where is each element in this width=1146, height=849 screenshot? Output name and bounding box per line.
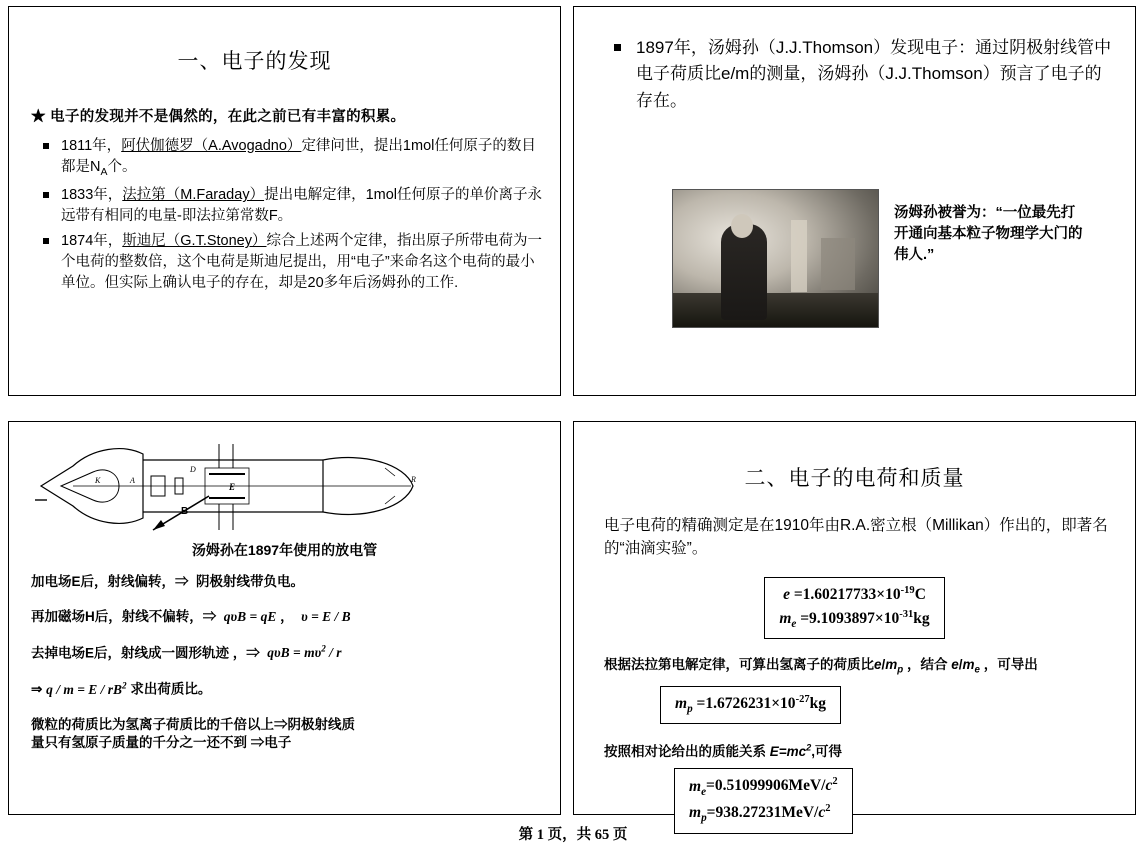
slide-1-highlight [31,105,560,126]
slide-3-line-1: 加电场E后，射线偏转，⇒ 阴极射线带负电。 [31,574,305,589]
slide-3-line-4: ⇒ $q / m = E / rB^2$ 求出荷质比。 [31,680,212,697]
list-item: 1833年，法拉第（M.Faraday）提出电解定律，1mol任何原子的单价离子永远带有相同的电量-即法拉第常数F。 [43,185,546,226]
slide-3-line-3: 去掉电场E后，射线成一圆形轨迹 ，⇒ $q\upsilon B = m\upsilon^2 / r$ [31,643,342,661]
formula-box-proton-mass: $m_p =1.6726231\times 10^{-27}kg$ [660,686,841,725]
photo-figure [721,224,767,320]
slide-4-note-2: 按照相对论给出的质能关系 $E=mc^2$,可得 [604,742,843,760]
slide-4-title: 二、电子的电荷和质量 [744,467,965,490]
slide-4-paragraph: 电子电荷的精确测定是在1910年由R.A.密立根（Millikan）作出的，即著名的“油滴实验”。 [604,517,1108,558]
slide-4-note-1: 根据法拉第电解定律，可算出氢离子的荷质比$e/m_p$ ，结合 $e/m_e$ ，可导出 [604,657,1038,676]
svg-text:R: R [411,475,416,484]
svg-text:K: K [95,476,101,485]
slide-1-bullet-list [9,136,560,293]
list-item: 1874年，斯迪尼（G.T.Stoney）综合上述两个定律，指出原子所带电荷为一个电荷的整数倍，这个电荷是斯迪尼提出，用“电子”来命名这个电荷的最小单位。但实际上确认电子的存在，却是20多年后汤姆孙的工作. [43,231,546,293]
slide-2 [573,6,1136,396]
slide-3-line-2: 再加磁场H后，射线不偏转，⇒ qυB = qE ， υ = E / B [31,608,351,624]
photo-apparatus-2 [821,238,855,290]
photo-head [731,214,753,238]
slide-3 [8,421,561,815]
svg-text:D: D [190,465,196,474]
formula-me-mev: $m_e=0.51099906MeV/c^2$ [689,776,838,798]
svg-text:A: A [130,476,135,485]
photo-apparatus-1 [791,220,807,292]
slide-1 [8,6,561,396]
discharge-tube-svg [33,438,433,534]
svg-text:B: B [181,506,189,517]
slide-1-highlight-text: ★ 电子的发现并不是偶然的，在此之前已有丰富的积累。 [31,109,406,125]
list-item: 1811年，阿伏伽德罗（A.Avogadno）定律问世，提出1mol任何原子的数目都是$N_A$个。 [43,136,546,180]
formula-me: $m_e =9.1093897\times 10^{-31}kg$ [779,608,930,630]
photo-bench [673,293,878,327]
formula-e: $e =1.60217733\times 10^{-19}C$ [783,584,926,603]
formula-box-electron-charge [764,577,944,640]
slide-2-quote: 汤姆孙被誉为：“一位最先打开通向基本粒子物理学大门的伟人.” [894,205,1083,264]
svg-text:E: E [229,482,236,492]
slide-4-formula-box-1-wrap [574,577,1135,640]
slide-1-title: 一、电子的发现 [177,50,332,73]
slide-4-formula-box-2-wrap [660,686,1135,725]
slide-2-bullet: 1897年，汤姆孙（J.J.Thomson）发现电子：通过阴极射线管中电子荷质比e/m的测量，汤姆孙（J.J.Thomson）预言了电子的存在。 [614,35,1117,114]
discharge-tube-diagram [33,438,433,534]
formula-mp-mev: $m_p=938.27231MeV/c^2$ [689,803,831,825]
thomson-photo [672,189,879,328]
slide-3-line-5: 微粒的荷质比为氢离子荷质比的千倍以上⇒阴极射线质 量只有氢原子质量的千分之一还不到 ⇒电子 [31,716,355,751]
page-footer: 第 1 页，共 65 页 [518,827,628,843]
slide-4 [573,421,1136,825]
slide-3-caption: 汤姆孙在1897年使用的放电管 [191,542,378,558]
